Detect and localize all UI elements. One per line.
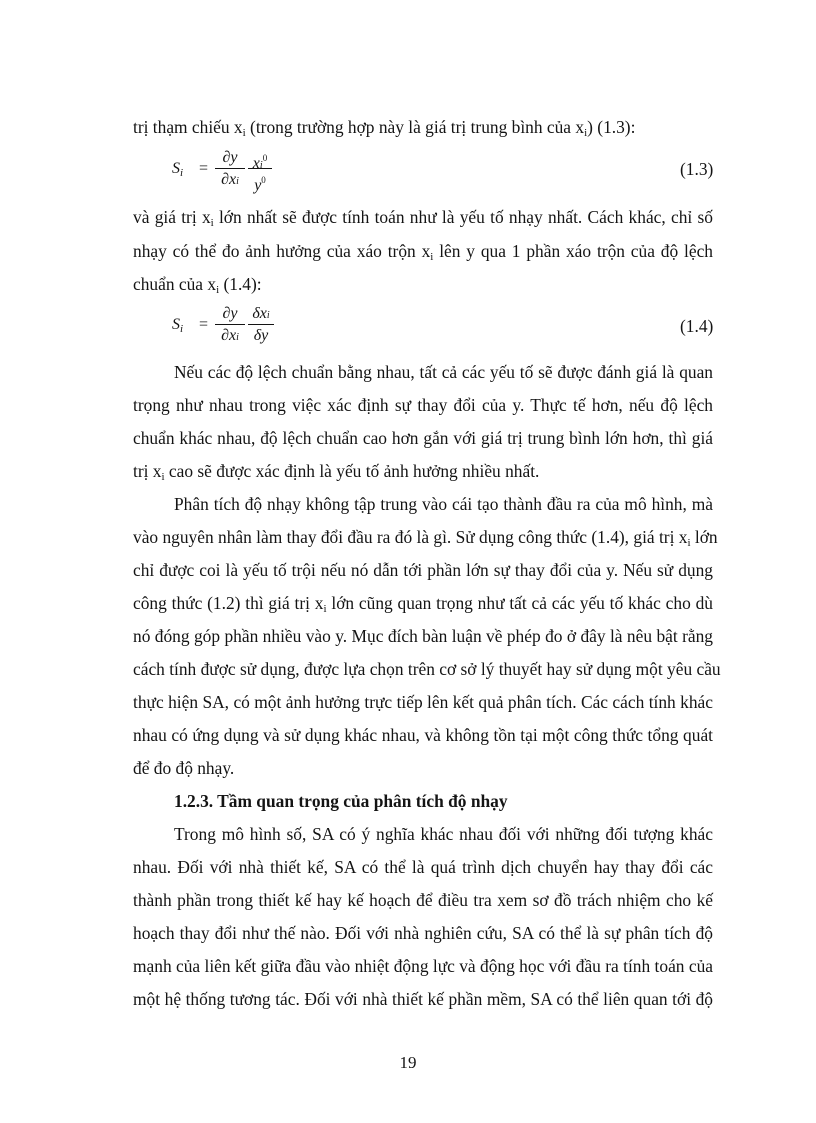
text-line: Nếu các độ lệch chuẩn bằng nhau, tất cả các yếu tố sẽ được đánh giá là quan: [174, 362, 713, 382]
eq-lhs: Si: [172, 160, 184, 179]
text-line: công thức (1.2) thì giá trị $x_i$ lớn cũng quan trọng như tất cả các yếu tố khác cho dù: [133, 593, 714, 615]
text-line: chuẩn của $x_i$ (1.4):: [133, 274, 262, 296]
text-line: trị thạm chiếu $x_i$ (trong trường hợp này là giá trị trung bình của $x_i$) (1.3):: [133, 117, 636, 139]
text-line: một hệ thống tương tác. Đối với nhà thiết kế phần mềm, SA có thể liên quan tới độ: [133, 989, 713, 1009]
text-line: nhau. Đối với nhà thiết kế, SA có thể là quá trình dịch chuyển hay thay đổi các: [133, 857, 713, 877]
section-heading: 1.2.3. Tầm quan trọng của phân tích độ nhạy: [174, 791, 508, 811]
text-line: và giá trị $x_i$ lớn nhất sẽ được tính toán như là yếu tố nhạy nhất. Cách khác, chỉ số: [133, 207, 713, 229]
text-line: trị $x_i$ cao sẽ được xác định là yếu tố ảnh hưởng nhiều nhất.: [133, 461, 540, 483]
text-line: cách tính được sử dụng, được lựa chọn trên cơ sở lý thuyết hay sử dụng một yêu cầu: [133, 659, 721, 679]
text-line: Trong mô hình số, SA có ý nghĩa khác nhau đối với những đối tượng khác: [174, 824, 713, 844]
fraction-dxi-dy: δxi δy: [248, 304, 274, 345]
fraction-xi0-y0: $xi^0$ $y^0$: [248, 148, 272, 189]
equation-number: (1.4): [680, 316, 714, 336]
page-number: 19: [399, 1053, 417, 1072]
text-line: nhạy có thể đo ảnh hưởng của xáo trộn $x_i$ lên y qua 1 phần xáo trộn của độ lệch: [133, 241, 713, 263]
fraction-dy-dxi: ∂y ∂xi: [215, 304, 245, 345]
text-line: nó đóng góp phần nhiều vào y. Mục đích bàn luận về phép đo ở đây là nêu bật rằng: [133, 626, 713, 646]
fraction-dy-dxi: ∂y ∂xi: [215, 148, 245, 189]
text-line: vào nguyên nhân làm thay đổi đầu ra đó là gì. Sử dụng công thức (1.4), giá trị $x_i$ lớn: [133, 527, 718, 549]
text-line: hoạch thay đổi như thế nào. Đối với nhà nghiên cứu, SA có thể là sự phân tích độ: [133, 923, 713, 943]
text-line: để đo độ nhạy.: [133, 758, 235, 778]
equation-number: (1.3): [680, 159, 714, 179]
eq-lhs: Si: [172, 316, 184, 335]
text-line: nhau có ứng dụng và sử dụng khác nhau, và không tồn tại một công thức tổng quát: [133, 725, 713, 745]
text-line: chuẩn khác nhau, độ lệch chuẩn cao hơn gắn với giá trị trung bình lớn hơn, thì giá: [133, 428, 713, 448]
text-line: mạnh của liên kết giữa đầu vào nhiệt động lực và động học với đầu ra tính toán của: [133, 956, 713, 976]
text-line: Phân tích độ nhạy không tập trung vào cái tạo thành đầu ra của mô hình, mà: [174, 494, 713, 514]
text-line: chỉ được coi là yếu tố trội nếu nó dẫn tới phần lớn sự thay đổi của y. Nếu sử dụng: [133, 560, 713, 580]
text-line: thành phần trong thiết kế hay kế hoạch để điều tra xem sơ đồ trách nhiệm cho kế: [133, 890, 713, 910]
text-line: thực hiện SA, có một ảnh hưởng trực tiếp lên kết quả phân tích. Các cách tính khác: [133, 692, 713, 712]
equation-1-4: Si = ∂y ∂xi δxi δy: [172, 304, 282, 350]
text-line: trọng như nhau trong việc xác định sự thay đổi của y. Thực tế hơn, nếu độ lệch: [133, 395, 713, 415]
equation-1-3: Si = ∂y ∂xi $xi^0$ $y^0$: [172, 148, 282, 194]
